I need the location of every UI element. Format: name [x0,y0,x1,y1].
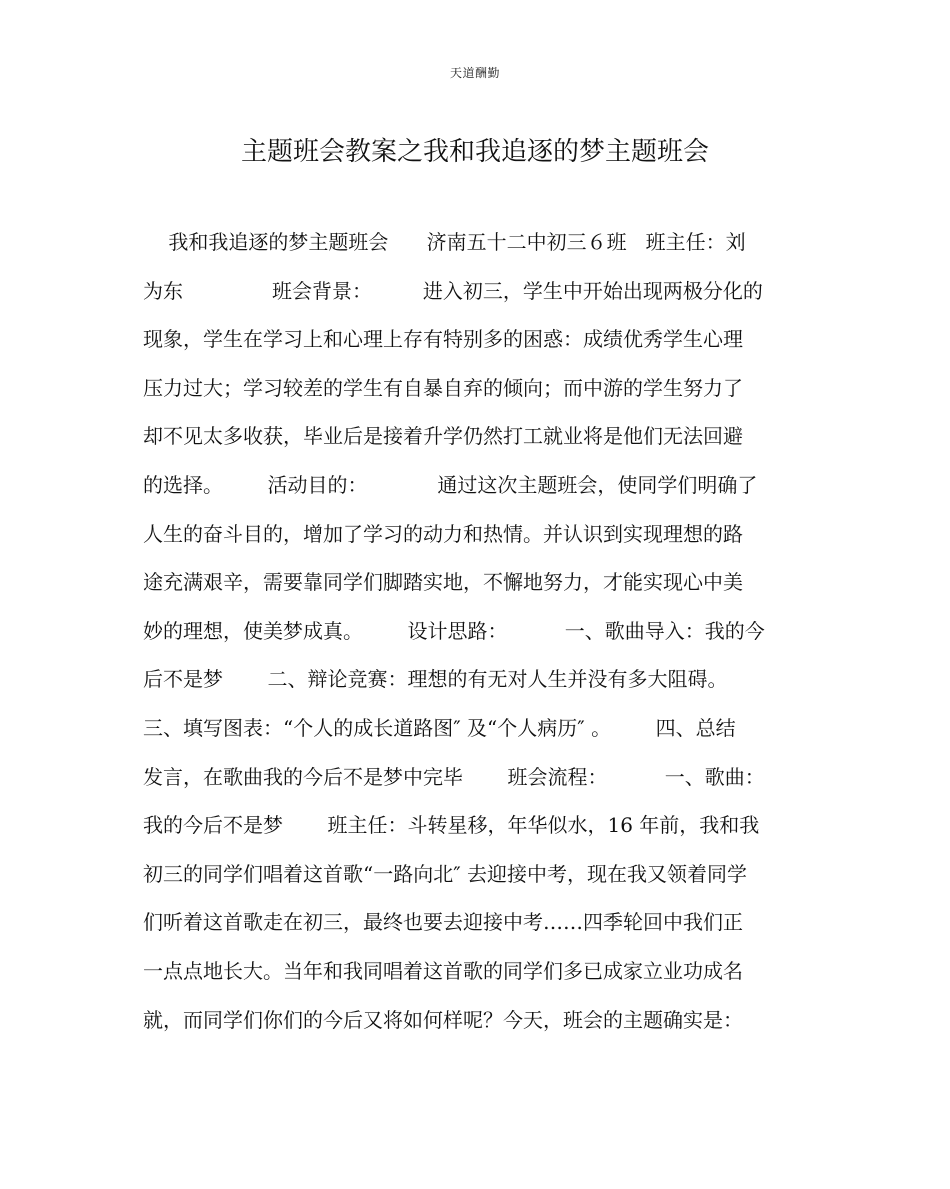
body-line: 途充满艰辛，需要靠同学们脚踏实地，不懈地努力，才能实现心中美 [143,570,743,595]
body-line: 人生的奋斗目的，增加了学习的动力和热情。并认识到实现理想的路 [143,521,743,546]
page-header: 天道酬勤 [449,66,500,80]
body-line: 后不是梦 二、辩论竞赛：理想的有无对人生并没有多大阻碍。 [143,667,728,692]
body-line: 我和我追逐的梦主题班会 济南五十二中初三６班 班主任：刘 [143,230,746,254]
body-line: 现象，学生在学习上和心理上存有特别多的困惑：成绩优秀学生心理 [143,327,743,352]
body-line: 为东 班会背景： 进入初三，学生中开始出现两极分化的 [143,278,763,303]
body-line: 就，而同学们你们的今后又将如何样呢？今天，班会的主题确实是： [143,1007,743,1032]
body-line: 我的今后不是梦 班主任：斗转星移，年华似水，16 年前，我和我 [143,813,760,838]
body-line: 妙的理想，使美梦成真。 设计思路： 一、歌曲导入：我的今 [143,618,765,643]
body-line: 三、填写图表：“个人的成长道路图″ 及“个人病历″ 。 四、总结 [143,715,736,740]
body-line: 初三的同学们唱着这首歌“一路向北″ 去迎接中考，现在我又领着同学 [143,861,748,886]
body-line: 压力过大；学习较差的学生有自暴自弃的倾向；而中游的学生努力了 [143,375,743,400]
body-line: 的选择。 活动目的： 通过这次主题班会，使同学们明确了 [143,472,758,497]
body-line: 一点点地长大。当年和我同唱着这首歌的同学们多已成家立业功成名 [143,958,743,983]
body-line: 们听着这首歌走在初三，最终也要去迎接中考……四季轮回中我们正 [143,910,743,935]
document-title: 主题班会教案之我和我追逐的梦主题班会 [240,137,709,167]
document-body [143,218,815,1044]
body-line: 却不见太多收获，毕业后是接着升学仍然打工就业将是他们无法回避 [143,424,743,449]
body-line: 发言，在歌曲我的今后不是梦中完毕 班会流程： 一、歌曲： [143,764,765,789]
